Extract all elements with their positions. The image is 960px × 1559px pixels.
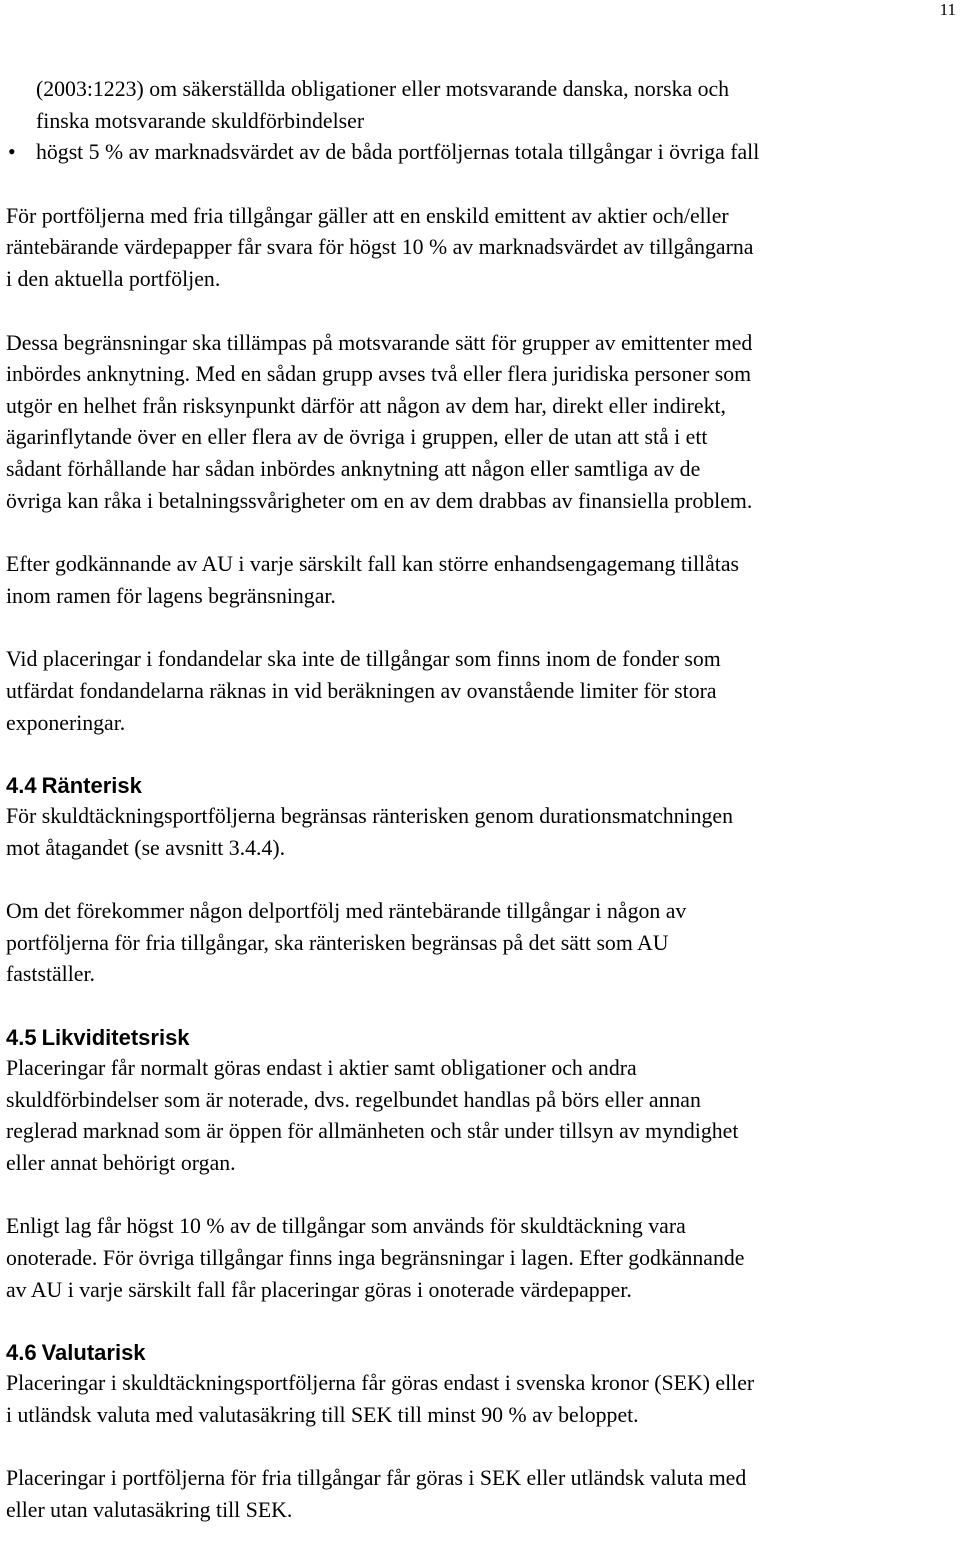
- text-line: utgör en helhet från risksynpunkt därför att någon av dem har, direkt eller indirekt,: [6, 393, 727, 418]
- list-continuation-line: (2003:1223) om säkerställda obligationer eller motsvarande danska, norska och: [36, 77, 730, 101]
- text-line: räntebärande värdepapper får svara för högst 10 % av marknadsvärdet av tillgångarna: [6, 235, 754, 260]
- text-line: Efter godkännande av AU i varje särskilt fall kan större enhandsengagemang tillåtas: [6, 552, 739, 577]
- text-line: För skuldtäckningsportföljerna begränsas ränterisken genom durationsmatchningen: [6, 804, 733, 829]
- paragraph-listed-securities: [6, 1053, 956, 1179]
- bullet-item: [6, 137, 956, 169]
- text-line: sådant förhållande har sådan inbördes anknytning att någon eller samtliga av de: [6, 456, 701, 481]
- page-number: 11: [939, 0, 956, 19]
- text-line: ägarinflytande över en eller flera av de övriga i gruppen, eller de utan att stå i ett: [6, 425, 708, 450]
- text-line: portföljerna för fria tillgångar, ska ränterisken begränsas på det sätt som AU: [6, 930, 669, 955]
- section-title: Likviditetsrisk: [41, 1025, 190, 1051]
- text-line: i utländsk valuta med valutasäkring till SEK till minst 90 % av beloppet.: [6, 1402, 639, 1427]
- text-line: skuldförbindelser som är noterade, dvs. regelbundet handlas på börs eller annan: [6, 1087, 701, 1112]
- paragraph-unlisted-limit: [6, 1211, 956, 1306]
- text-line: inom ramen för lagens begränsningar.: [6, 583, 336, 608]
- text-line: Vid placeringar i fondandelar ska inte de tillgångar som finns inom de fonder som: [6, 647, 721, 672]
- text-line: Enligt lag får högst 10 % av de tillgångar som används för skuldtäckning vara: [6, 1214, 686, 1239]
- list-block: [6, 74, 956, 169]
- text-line: i den aktuella portföljen.: [6, 266, 221, 291]
- section-heading-interest-rate-risk: [6, 771, 956, 801]
- text-line: Placeringar i portföljerna för fria tillgångar får göras i SEK eller utländsk valuta med: [6, 1466, 747, 1491]
- text-line: Placeringar får normalt göras endast i aktier samt obligationer och andra: [6, 1056, 637, 1081]
- text-line: fastställer.: [6, 962, 95, 987]
- section-heading-liquidity-risk: [6, 1023, 956, 1053]
- paragraph-au-approval: [6, 549, 956, 612]
- section-number: 4.5: [6, 1025, 37, 1051]
- section-heading-currency-risk: [6, 1338, 956, 1368]
- text-line: Dessa begränsningar ska tillämpas på motsvarande sätt för grupper av emittenter med: [6, 330, 753, 355]
- text-line: onoterade. För övriga tillgångar finns inga begränsningar i lagen. Efter godkännande: [6, 1246, 745, 1271]
- section-title: Ränterisk: [41, 773, 142, 799]
- bullet-item-text: högst 5 % av marknadsvärdet av de båda portföljernas totala tillgångar i övriga fall: [36, 140, 760, 165]
- text-line: Placeringar i skuldtäckningsportföljerna får göras endast i svenska kronor (SEK) eller: [6, 1371, 755, 1396]
- paragraph-issuer-groups: [6, 328, 956, 518]
- section-number: 4.6: [6, 1340, 37, 1366]
- text-line: av AU i varje särskilt fall får placeringar göras i onoterade värdepapper.: [6, 1277, 632, 1302]
- text-line: För portföljerna med fria tillgångar gäller att en enskild emittent av aktier och/eller: [6, 203, 729, 228]
- paragraph-issuer-limit: [6, 201, 956, 296]
- text-line: övriga kan råka i betalningssvårigheter om en av dem drabbas av finansiella problem.: [6, 488, 753, 513]
- paragraph-currency-hedging: [6, 1368, 956, 1431]
- bullet-icon: •: [8, 140, 16, 165]
- section-title: Valutarisk: [41, 1340, 146, 1366]
- document-body: [6, 74, 956, 1559]
- list-continuation-line: finska motsvarande skuldförbindelser: [36, 108, 365, 133]
- text-line: inbördes anknytning. Med en sådan grupp avses två eller flera juridiska personer som: [6, 362, 752, 387]
- paragraph-sub-portfolio: [6, 896, 956, 991]
- section-number: 4.4: [6, 773, 37, 799]
- text-line: reglerad marknad som är öppen för allmänheten och står under tillsyn av myndighet: [6, 1119, 739, 1144]
- paragraph-fund-units: [6, 644, 956, 739]
- text-line: utfärdat fondandelarna räknas in vid beräkningen av ovanstående limiter för stora: [6, 678, 717, 703]
- paragraph-duration-matching: [6, 801, 956, 864]
- text-line: exponeringar.: [6, 710, 126, 735]
- text-line: mot åtagandet (se avsnitt 3.4.4).: [6, 835, 286, 860]
- paragraph-free-assets-currency: [6, 1463, 956, 1526]
- text-line: eller utan valutasäkring till SEK.: [6, 1498, 293, 1522]
- text-line: Om det förekommer någon delportfölj med räntebärande tillgångar i någon av: [6, 899, 687, 924]
- text-line: eller annat behörigt organ.: [6, 1150, 236, 1175]
